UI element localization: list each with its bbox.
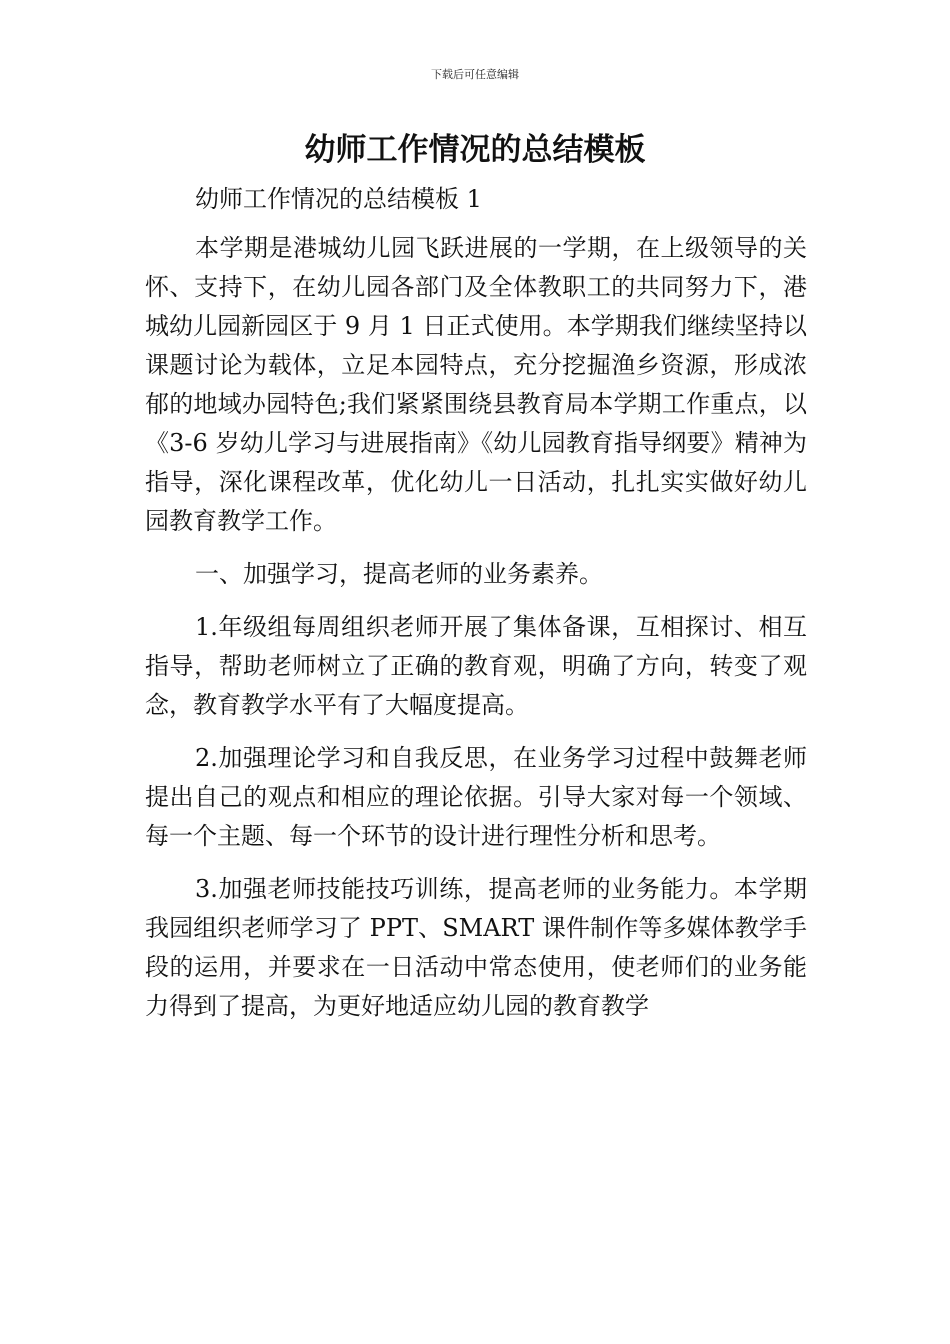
paragraph-item-3: 3.加强老师技能技巧训练，提高老师的业务能力。本学期我园组织老师学习了 PPT、SMART 课件制作等多媒体教学手段的运用，并要求在一日活动中常态使用，使老师们的业务能力得到了提高，为更好地适应幼儿园的教育教学 (145, 875, 807, 1020)
section-subtitle: 幼师工作情况的总结模板 1 (195, 185, 482, 213)
section-heading-1: 一、加强学习，提高老师的业务素养。 (195, 560, 603, 588)
paragraph-item-1: 1.年级组每周组织老师开展了集体备课，互相探讨、相互指导，帮助老师树立了正确的教育观，明确了方向，转变了观念，教育教学水平有了大幅度提高。 (145, 613, 807, 719)
document-body (145, 180, 807, 1040)
document-title: 幼师工作情况的总结模板 (304, 132, 646, 168)
header-note: 下载后可任意编辑 (431, 68, 519, 81)
paragraph-item-2: 2.加强理论学习和自我反思，在业务学习过程中鼓舞老师提出自己的观点和相应的理论依据。引导大家对每一个领域、每一个主题、每一个环节的设计进行理性分析和思考。 (145, 744, 807, 850)
paragraph-intro: 本学期是港城幼儿园飞跃进展的一学期，在上级领导的关怀、支持下，在幼儿园各部门及全体教职工的共同努力下，港城幼儿园新园区于 9 月 1 日正式使用。本学期我们继续坚持以课题讨论为载体，立足本园特点，充分挖掘渔乡资源，形成浓郁的地域办园特色;我们紧紧围绕县教育局本学期工作重点，以《3-6 岁幼儿学习与进展指南》《幼儿园教育指导纲要》精神为指导，深化课程改革，优化幼儿一日活动，扎扎实实做好幼儿园教育教学工作。 (145, 234, 807, 535)
